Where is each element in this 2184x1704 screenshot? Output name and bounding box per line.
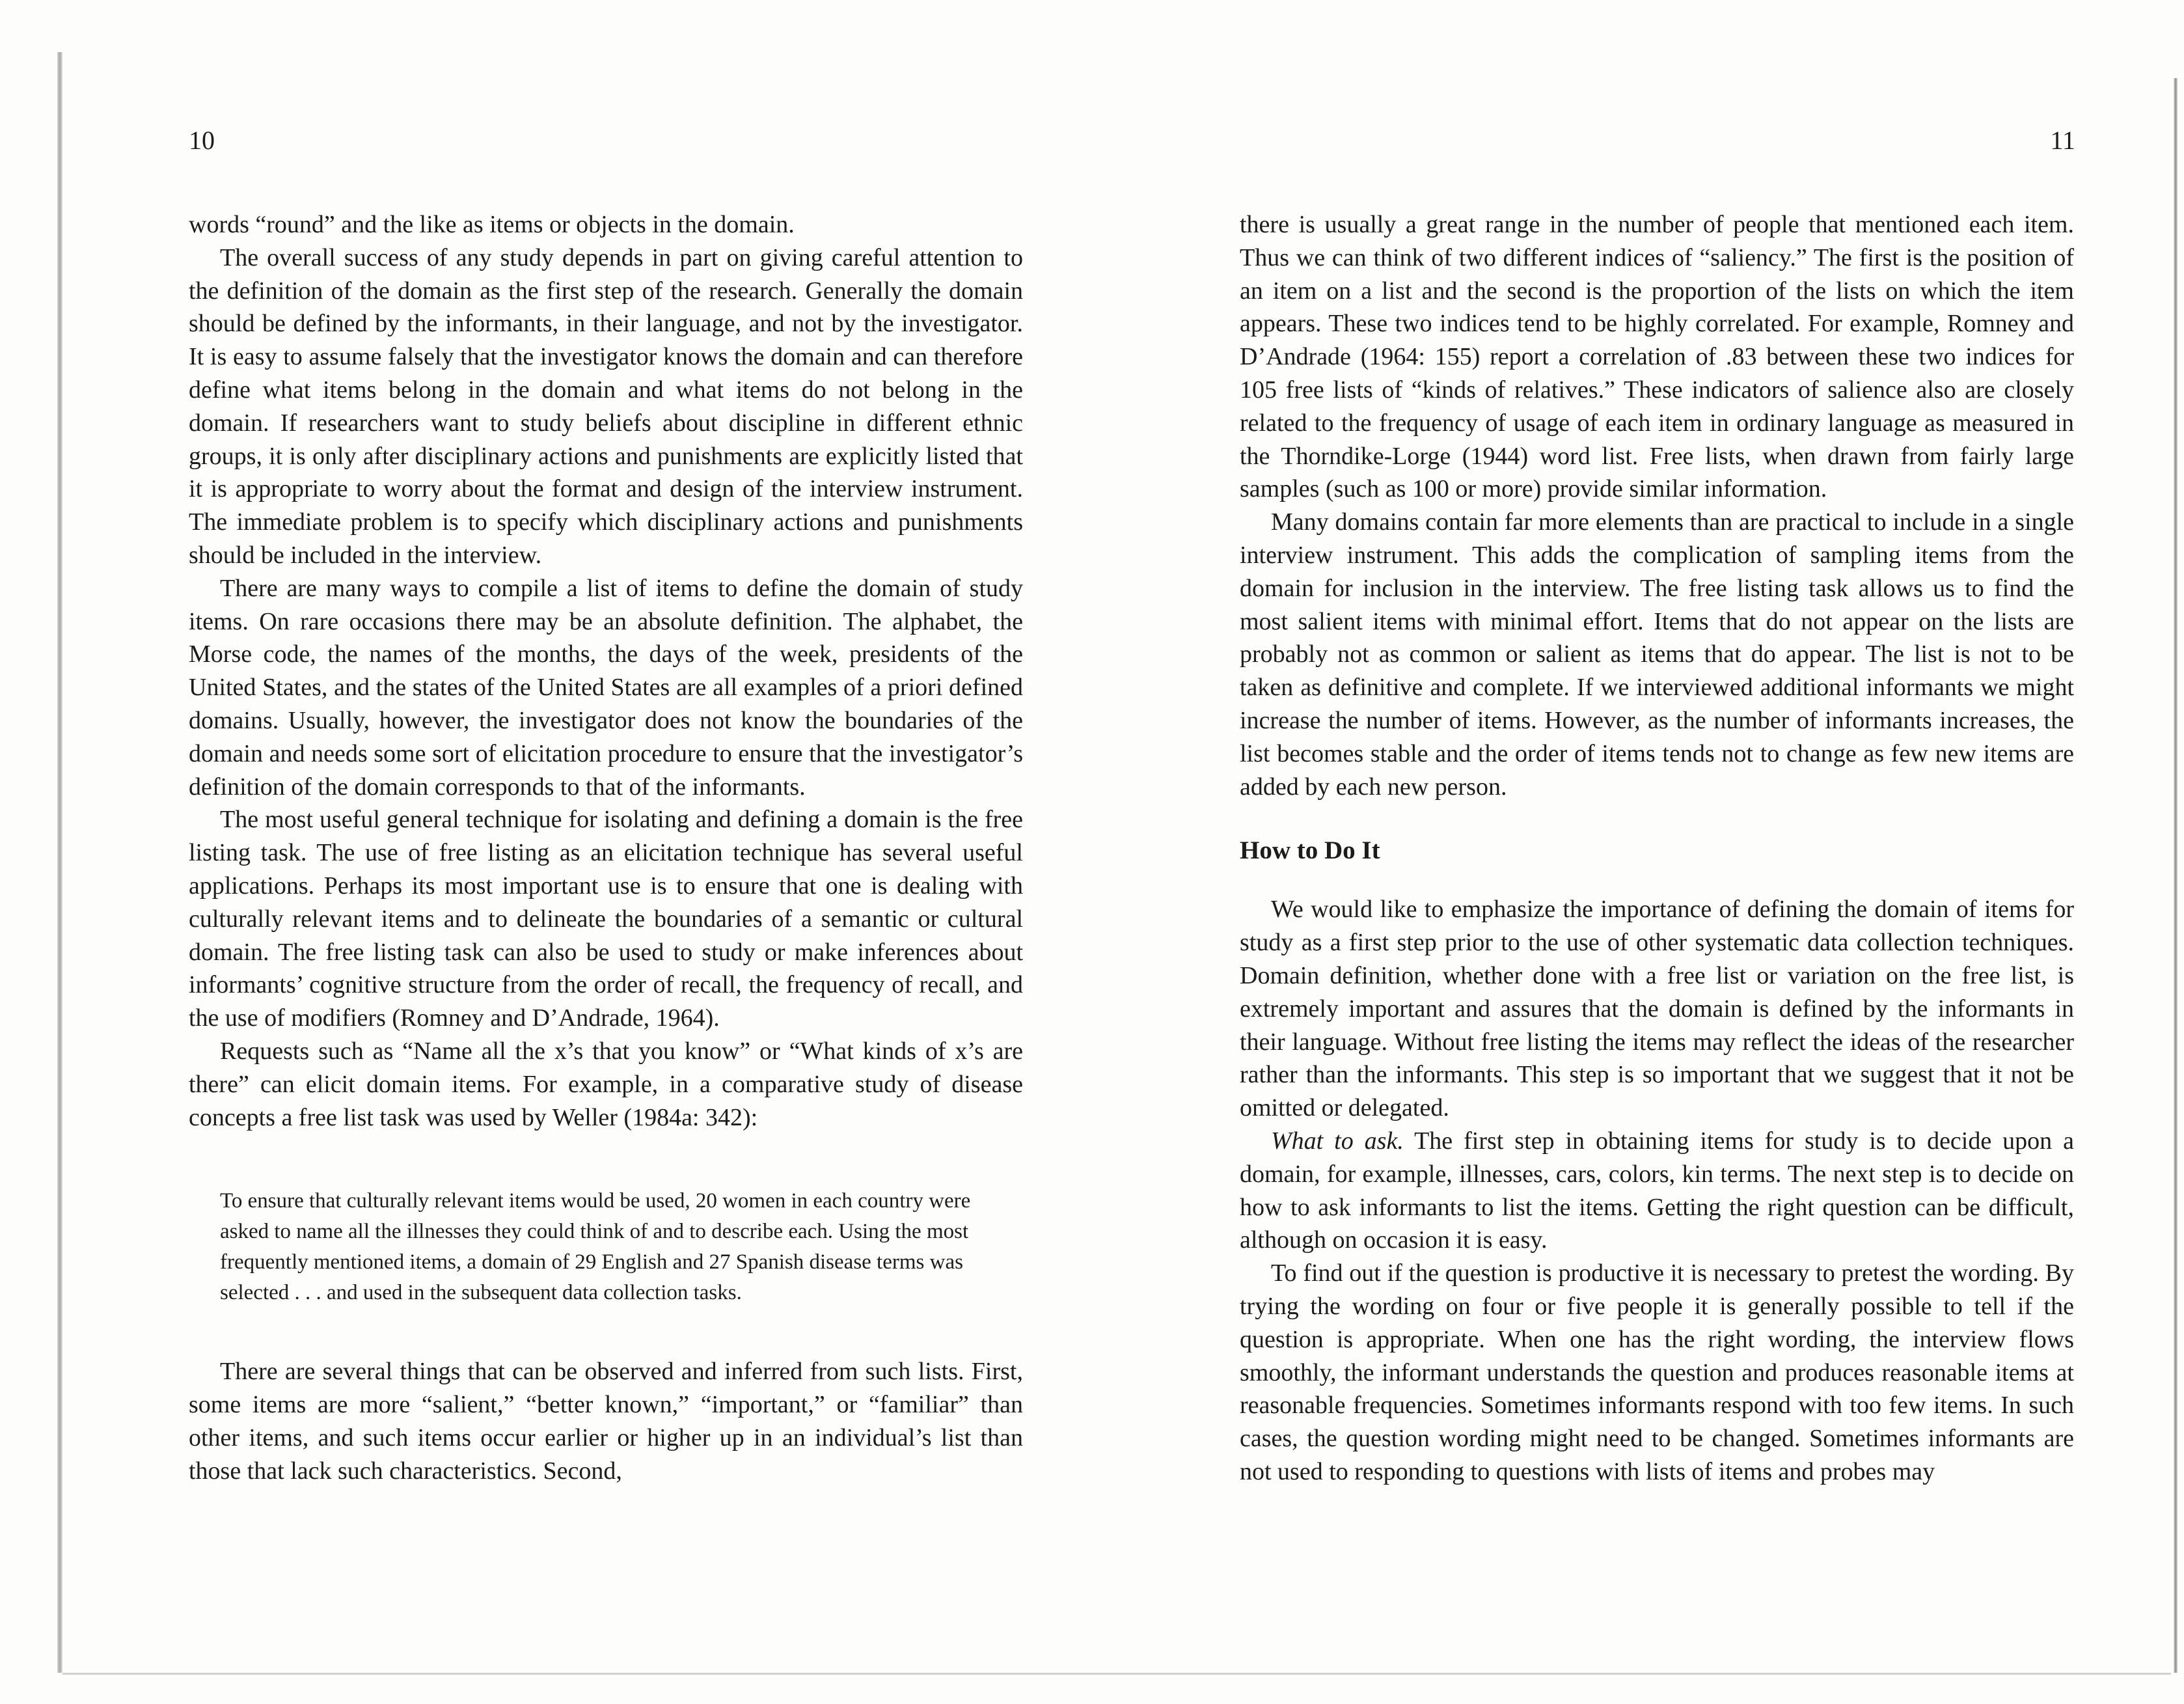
paragraph: To find out if the question is productive it is necessary to pretest the wording. By trying the wording on four or five people it is generally possible to tell if the question is appropriate. When one has the right wording, the interview flows smoothly, the informant understands the question and produces reasonable items at reasonable frequencies. Sometimes informants respond with too few items. In such cases, the question wording might need to be changed. Sometimes informants are not used to responding to questions with lists of items and probes may	[1240, 1259, 2074, 1485]
run-in-heading: What to ask.	[1271, 1127, 1404, 1155]
paragraph	[1240, 1125, 2074, 1257]
block-quote	[220, 1186, 1023, 1308]
binding-edge-left	[57, 52, 62, 1673]
left-page-text	[189, 208, 1023, 1488]
paragraph: there is usually a great range in the number of people that mentioned each item. Thus we can think of two different indices of “saliency.” The first is the position of an item on a list and the second is the proportion of the lists on which the item appears. These two indices tend to be highly correlated. For example, Romney and D’Andrade (1964: 155) report a correlation of .83 between these two indices for 105 free lists of “kinds of relatives.” These indicators of salience also are closely related to the frequency of usage of each item in ordinary language as measured in the Thorndike-Lorge (1944) word list. Free lists, when drawn from fairly large samples (such as 100 or more) provide similar information.	[1240, 211, 2074, 503]
paragraph: The overall success of any study depends in part on giving careful attention to the definition of the domain as the first step of the research. Generally the domain should be defined by the informants, in their language, and not by the investigator. It is easy to assume falsely that the investigator knows the domain and can therefore define what items belong in the domain and what items do not belong in the domain. If researchers want to study beliefs about discipline in different ethnic groups, it is only after disciplinary actions and punishments are explicitly listed that it is appropriate to worry about the format and design of the interview instrument. The immediate problem is to specify which disciplinary actions and punishments should be included in the interview.	[189, 243, 1023, 569]
paragraph: Many domains contain far more elements than are practical to include in a single interview instrument. This adds the complication of sampling items from the domain for inclusion in the interview. The free listing task allows us to find the most salient items with minimal effort. Items that do not appear on the lists are probably not as common or salient as items that do appear. The list is not to be taken as definitive and complete. If we interviewed additional informants we might increase the number of items. However, as the number of informants increases, the list becomes stable and the order of items tends not to change as few new items are added by each new person.	[1240, 508, 2074, 801]
page-number-right: 11	[2050, 126, 2075, 155]
paragraph: We would like to emphasize the importance of defining the domain of items for study as a first step prior to the use of other systematic data collection techniques. Domain definition, whether done with a free list or variation on the free list, is extremely important and assures that the domain is defined by the informants in their language. Without free listing the items may reflect the ideas of the researcher rather than the informants. This step is so important that we suggest that it not be omitted or delegated.	[1240, 896, 2074, 1122]
paragraph: There are many ways to compile a list of items to define the domain of study items. On rare occasions there may be an absolute definition. The alphabet, the Morse code, the names of the months, the days of the week, presidents of the United States, and the states of the United States are all examples of a priori defined domains. Usually, however, the investigator does not know the boundaries of the domain and needs some sort of elicitation procedure to ensure that the investigator’s definition of the domain corresponds to that of the informants.	[189, 574, 1023, 801]
section-heading: How to Do It	[1240, 836, 1380, 865]
page-edge-right	[2174, 78, 2177, 1673]
paragraph: Requests such as “Name all the x’s that you know” or “What kinds of x’s are there” can elicit domain items. For example, in a comparative study of disease concepts a free list task was used by Weller (1984a: 342):	[189, 1037, 1023, 1131]
page-number-left: 10	[189, 126, 215, 155]
paragraph: The most useful general technique for isolating and defining a domain is the free listing task. The use of free listing as an elicitation technique has several useful applications. Perhaps its most important use is to ensure that one is dealing with culturally relevant items and to delineate the boundaries of a semantic or cultural domain. The free listing task can also be used to study or make inferences about informants’ cognitive structure from the order of recall, the frequency of recall, and the use of modifiers (Romney and D’Andrade, 1964).	[189, 806, 1023, 1032]
block-quote-text: To ensure that culturally relevant items would be used, 20 women in each country were asked to name all the illnesses they could think of and to describe each. Using the most frequently mentioned items, a domain of 29 English and 27 Spanish disease terms was selected . . . and used in the subsequent data collection tasks.	[220, 1189, 971, 1305]
paragraph-text: The first step in obtaining items for study is to decide upon a domain, for example, illnesses, cars, colors, kin terms. The next step is to decide on how to ask informants to list the items. Getting the right question can be difficult, although on occasion it is easy.	[1240, 1127, 2074, 1254]
paragraph: There are several things that can be observed and inferred from such lists. First, some items are more “salient,” “better known,” “important,” or “familiar” than other items, and such items occur earlier or higher up in an individual’s list than those that lack such characteristics. Second,	[189, 1358, 1023, 1485]
right-page-text	[1240, 208, 2074, 1489]
paragraph: words “round” and the like as items or objects in the domain.	[189, 211, 795, 238]
page-edge-bottom	[62, 1673, 2171, 1675]
